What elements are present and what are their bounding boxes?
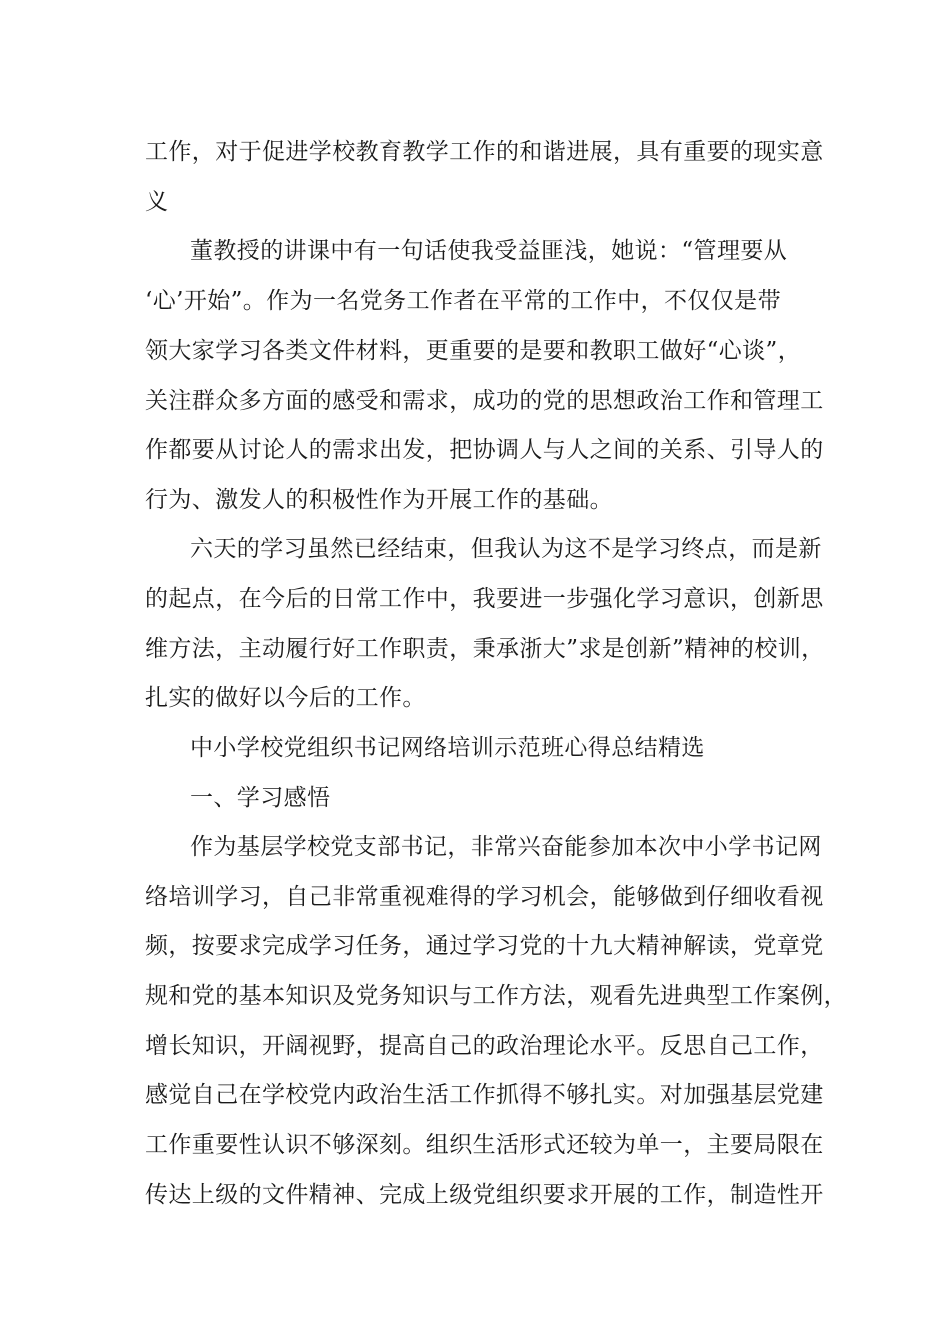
paragraph-line: 维方法，主动履行好工作职责，秉承浙大”求是创新”精神的校训，: [145, 636, 825, 662]
paragraph-line: 感觉自己在学校党内政治生活工作抓得不够扎实。对加强基层党建: [145, 1082, 824, 1108]
paragraph-line: 董教授的讲课中有一句话使我受益匪浅，她说：“管理要从: [190, 238, 788, 264]
paragraph-line: 行为、激发人的积极性作为开展工作的基础。: [145, 487, 613, 513]
paragraph-line: ‘心’开始”。作为一名党务工作者在平常的工作中，不仅仅是带: [145, 288, 781, 314]
paragraph-line: 作都要从讨论人的需求出发，把协调人与人之间的关系、引导人的: [145, 437, 824, 463]
section-title: 中小学校党组织书记网络培训示范班心得总结精选: [190, 735, 705, 761]
paragraph-line: 规和党的基本知识及党务知识与工作方法，观看先进典型工作案例，: [145, 983, 847, 1009]
paragraph-line: 络培训学习，自己非常重视难得的学习机会，能够做到仔细收看视: [145, 884, 824, 910]
paragraph-line: 传达上级的文件精神、完成上级党组织要求开展的工作，制造性开: [145, 1182, 824, 1208]
paragraph-line: 作为基层学校党支部书记，非常兴奋能参加本次中小学书记网: [190, 834, 822, 860]
paragraph-line: 工作重要性认识不够深刻。组织生活形式还较为单一，主要局限在: [145, 1132, 824, 1158]
paragraph-line: 的起点，在今后的日常工作中，我要进一步强化学习意识，创新思: [145, 586, 824, 612]
paragraph-line: 增长知识，开阔视野，提高自己的政治理论水平。反思自己工作，: [145, 1033, 824, 1059]
paragraph-line: 领大家学习各类文件材料，更重要的是要和教职工做好“心谈”，: [145, 338, 802, 364]
paragraph-line: 关注群众多方面的感受和需求，成功的党的思想政治工作和管理工: [145, 388, 824, 414]
paragraph-line: 扎实的做好以今后的工作。: [145, 685, 426, 711]
section-heading: 一、学习感悟: [190, 785, 331, 811]
paragraph-line: 义: [145, 189, 169, 215]
paragraph-line: 频，按要求完成学习任务，通过学习党的十九大精神解读，党章党: [145, 933, 824, 959]
paragraph-line: 工作，对于促进学校教育教学工作的和谐进展，具有重要的现实意: [145, 139, 824, 165]
paragraph-line: 六天的学习虽然已经结束，但我认为这不是学习终点，而是新: [190, 536, 822, 562]
